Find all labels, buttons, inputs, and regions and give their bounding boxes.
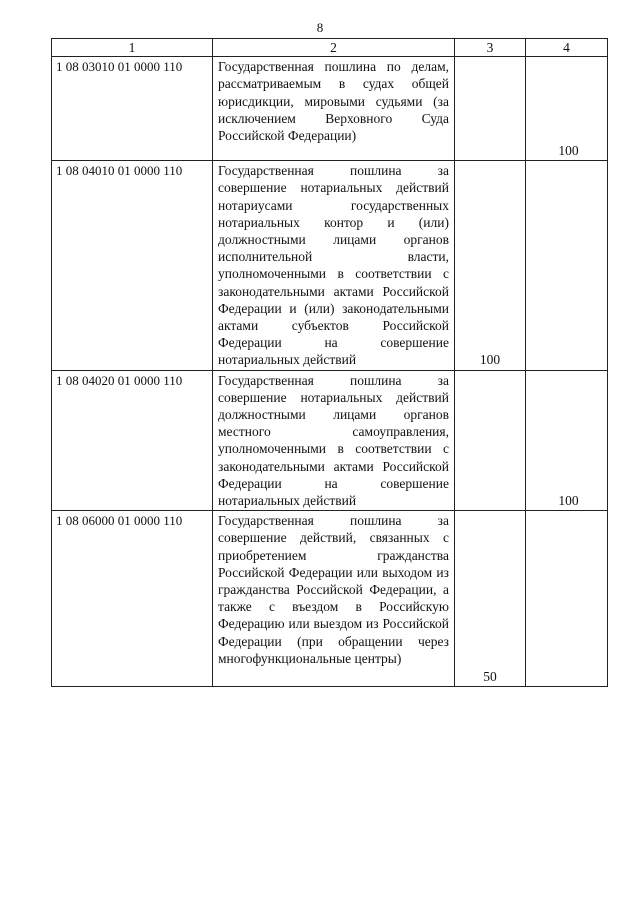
description-cell: Государственная пошлина за совершение нотариальных действий нотариусами государственных нотариальных контор и (или) должностными лицами органов исполнительной власти, уполномоченными в соответствии с законодательными актами Российской Федерации и (или) законодательными актами субъектов Российской Федерации на совершение нотариальных действий (213, 161, 455, 370)
amount-value: 100 (479, 352, 501, 368)
table-header-row (52, 39, 608, 57)
amount-column-4-cell (526, 511, 608, 687)
amount-column-3-cell (455, 370, 526, 511)
table-row (52, 511, 608, 687)
budget-code-cell: 1 08 04010 01 0000 110 (52, 161, 213, 370)
description-cell: Государственная пошлина за совершение нотариальных действий должностными лицами органов местного самоуправления, уполномоченными в соответствии с законодательными актами Российской Федерации на совершение нотариальных действий (213, 370, 455, 511)
budget-code-cell: 1 08 03010 01 0000 110 (52, 57, 213, 161)
table-row (52, 57, 608, 161)
amount-column-3-cell (455, 511, 526, 687)
amount-column-3-cell (455, 57, 526, 161)
table-row (52, 370, 608, 511)
table-row (52, 161, 608, 370)
budget-code-cell: 1 08 06000 01 0000 110 (52, 511, 213, 687)
amount-value: 100 (558, 493, 579, 509)
budget-code-cell: 1 08 04020 01 0000 110 (52, 370, 213, 511)
description-cell: Государственная пошлина по делам, рассматриваемым в судах общей юрисдикции, мировыми судьями (за исключением Верховного Суда Российской Федерации) (213, 57, 455, 161)
header-column-1: 1 (52, 39, 213, 57)
amount-value: 50 (483, 669, 497, 685)
header-column-4: 4 (526, 39, 608, 57)
amount-value: 100 (558, 143, 579, 158)
amount-column-4-cell (526, 370, 608, 511)
revenue-table (51, 38, 608, 687)
page-number: 8 (316, 20, 324, 35)
header-column-3: 3 (455, 39, 526, 57)
amount-column-4-cell (526, 161, 608, 370)
amount-column-3-cell (455, 161, 526, 370)
amount-column-4-cell (526, 57, 608, 161)
header-column-2: 2 (213, 39, 455, 57)
description-cell: Государственная пошлина за совершение действий, связанных с приобретением гражданства Российской Федерации или выходом из гражданства Российской Федерации, а также с въездом в Российскую Федерацию или выездом из Российской Федерации (при обращении через многофункциональные центры) (213, 511, 455, 687)
